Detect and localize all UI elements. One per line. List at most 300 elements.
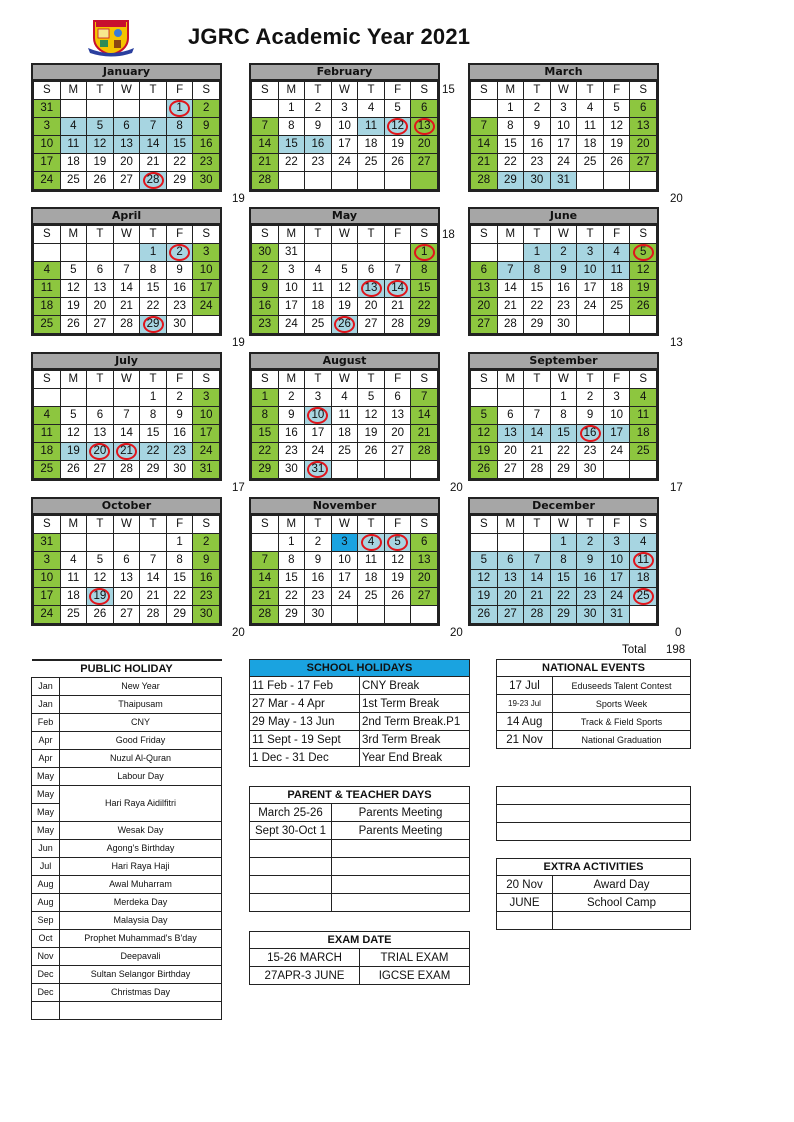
weekday-label: S <box>34 516 61 534</box>
weekday-label: S <box>471 371 498 389</box>
day-number: 11 <box>584 120 596 132</box>
day-cell <box>87 154 114 172</box>
day-number: 9 <box>202 120 210 132</box>
day-number: 7 <box>533 554 541 566</box>
day-cell <box>471 606 498 624</box>
day-cell <box>497 316 524 334</box>
exam-dates: 15-26 MARCH <box>250 949 360 967</box>
day-number: 29 <box>173 174 186 186</box>
holiday-name: Hari Raya Haji <box>60 857 222 875</box>
day-cell <box>497 136 524 154</box>
day-cell <box>497 570 524 588</box>
day-cell <box>193 407 220 425</box>
day-number: 24 <box>557 156 570 168</box>
day-cell <box>166 606 193 624</box>
week-row <box>34 154 220 172</box>
day-number: 27 <box>93 463 107 475</box>
day-number: 12 <box>93 572 107 584</box>
day-cell <box>577 552 604 570</box>
day-cell <box>524 570 551 588</box>
day-number: 15 <box>173 572 186 584</box>
day-number: 2 <box>533 102 541 114</box>
day-number: 28 <box>258 174 272 186</box>
day-cell <box>113 461 140 479</box>
event-name <box>332 840 470 858</box>
day-cell <box>60 280 87 298</box>
day-cell <box>87 280 114 298</box>
day-cell <box>87 118 114 136</box>
day-number: 2 <box>202 536 210 548</box>
weekday-label: S <box>471 226 498 244</box>
day-number: 4 <box>639 536 647 548</box>
day-cell <box>577 588 604 606</box>
day-cell <box>411 280 438 298</box>
circled-day-number: 11 <box>633 552 654 569</box>
day-cell <box>305 570 332 588</box>
holiday-row <box>32 929 222 947</box>
day-cell <box>550 425 577 443</box>
weekday-label: T <box>305 226 332 244</box>
circled-day-number: 12 <box>387 118 408 135</box>
day-cell <box>331 262 358 280</box>
day-number: 18 <box>40 445 54 457</box>
day-number: 2 <box>586 391 594 403</box>
week-row <box>471 588 657 606</box>
weekday-header-row <box>34 371 220 389</box>
day-cell <box>305 262 332 280</box>
day-cell <box>524 552 551 570</box>
day-number: 22 <box>284 156 298 168</box>
day-cell <box>193 244 220 262</box>
day-cell <box>193 534 220 552</box>
day-cell <box>113 316 140 334</box>
week-row <box>34 570 220 588</box>
day-cell <box>34 570 61 588</box>
day-cell <box>166 588 193 606</box>
day-number: 1 <box>149 391 157 403</box>
day-number: 15 <box>146 282 160 294</box>
school-day-count-december: 0 <box>675 627 682 639</box>
day-number: 22 <box>557 590 570 602</box>
day-cell <box>524 136 551 154</box>
day-cell <box>60 552 87 570</box>
weekday-label: S <box>193 516 220 534</box>
day-cell <box>577 425 604 443</box>
day-number: 26 <box>477 463 491 475</box>
day-number: 19 <box>636 282 650 294</box>
empty-day-cell <box>358 172 385 190</box>
day-cell <box>60 262 87 280</box>
day-number: 19 <box>477 445 491 457</box>
day-cell <box>384 443 411 461</box>
day-cell <box>550 570 577 588</box>
circled-day-number: 21 <box>116 443 137 460</box>
day-cell <box>193 425 220 443</box>
day-number: 19 <box>364 427 378 439</box>
week-row <box>34 588 220 606</box>
day-cell <box>140 154 167 172</box>
empty-day-cell <box>252 100 279 118</box>
empty-day-cell <box>140 534 167 552</box>
day-number: 26 <box>477 608 491 620</box>
weekday-label: W <box>550 516 577 534</box>
day-number: 10 <box>40 572 54 584</box>
day-number: 21 <box>503 300 517 312</box>
day-cell <box>630 534 657 552</box>
day-number: 23 <box>199 590 213 602</box>
calendar-august <box>249 352 440 481</box>
day-cell <box>87 136 114 154</box>
school-crest-logo <box>86 18 136 58</box>
day-number: 29 <box>417 318 431 330</box>
day-cell <box>497 606 524 624</box>
holiday-dates: 1 Dec - 31 Dec <box>250 749 360 767</box>
day-cell <box>193 118 220 136</box>
activity-name: Award Day <box>553 876 691 894</box>
day-cell <box>34 443 61 461</box>
day-number: 18 <box>66 590 80 602</box>
holiday-row <box>32 785 222 803</box>
day-cell <box>524 172 551 190</box>
week-row <box>34 552 220 570</box>
weekday-label: W <box>331 82 358 100</box>
day-cell <box>193 172 220 190</box>
day-number: 7 <box>480 120 487 132</box>
day-number: 17 <box>40 156 54 168</box>
day-number: 28 <box>503 318 517 330</box>
day-cell <box>166 570 193 588</box>
holiday-row <box>32 947 222 965</box>
day-cell <box>603 244 630 262</box>
day-cell <box>550 262 577 280</box>
day-cell <box>471 262 498 280</box>
parent-teacher-row <box>250 858 470 876</box>
calendar-march <box>468 63 659 192</box>
day-number: 29 <box>284 608 298 620</box>
day-number: 8 <box>176 120 183 132</box>
day-cell <box>140 570 167 588</box>
exam-dates: 27APR-3 JUNE <box>250 967 360 985</box>
weekday-label: W <box>550 371 577 389</box>
day-cell <box>411 262 438 280</box>
empty-day-cell <box>113 244 140 262</box>
day-cell <box>384 588 411 606</box>
day-number: 11 <box>67 138 80 150</box>
day-number: 11 <box>610 264 623 276</box>
day-number: 30 <box>199 174 213 186</box>
month-header: April <box>33 209 220 225</box>
day-cell <box>113 552 140 570</box>
week-row <box>252 298 438 316</box>
table-title: PUBLIC HOLIDAY <box>32 660 222 677</box>
day-cell <box>252 244 279 262</box>
day-cell <box>630 136 657 154</box>
school-day-count-july: 17 <box>232 482 245 494</box>
day-cell <box>60 588 87 606</box>
day-number: 21 <box>417 427 431 439</box>
day-cell <box>603 425 630 443</box>
school-holiday-row <box>250 749 470 767</box>
day-number: 1 <box>261 391 268 403</box>
day-number: 10 <box>610 409 623 421</box>
day-cell <box>305 588 332 606</box>
day-cell <box>471 570 498 588</box>
day-cell <box>524 100 551 118</box>
day-cell <box>60 425 87 443</box>
weekday-label: W <box>331 371 358 389</box>
day-number: 21 <box>258 590 272 602</box>
day-number: 18 <box>610 282 623 294</box>
holiday-dates: 27 Mar - 4 Apr <box>250 695 360 713</box>
day-number: 9 <box>560 264 567 276</box>
day-number: 22 <box>173 590 186 602</box>
day-number: 15 <box>284 572 298 584</box>
school-day-count-november: 20 <box>450 627 463 639</box>
empty-day-cell <box>471 100 498 118</box>
empty-day-cell <box>603 172 630 190</box>
empty-day-cell <box>358 461 385 479</box>
day-number: 3 <box>43 554 50 566</box>
day-number: 5 <box>70 264 77 276</box>
empty-day-cell <box>305 244 332 262</box>
day-cell <box>278 262 305 280</box>
day-cell <box>252 280 279 298</box>
empty-day-cell <box>60 100 87 118</box>
day-number: 19 <box>477 590 491 602</box>
empty-day-cell <box>358 606 385 624</box>
day-cell <box>471 298 498 316</box>
day-cell <box>411 570 438 588</box>
day-number: 28 <box>530 463 544 475</box>
weekday-label: W <box>113 516 140 534</box>
national-event-row <box>497 731 691 749</box>
day-cell <box>87 407 114 425</box>
day-number: 29 <box>530 318 544 330</box>
day-cell <box>305 461 332 479</box>
day-number: 17 <box>311 427 325 439</box>
day-number: 6 <box>96 264 104 276</box>
day-cell <box>471 407 498 425</box>
day-cell <box>87 425 114 443</box>
school-day-count-october: 20 <box>232 627 245 639</box>
day-number: 24 <box>338 156 351 168</box>
day-number: 5 <box>394 102 401 114</box>
parent-teacher-row <box>250 876 470 894</box>
school-day-count-march: 20 <box>670 193 683 205</box>
day-cell <box>252 461 279 479</box>
activity-name: School Camp <box>553 894 691 912</box>
empty-day-cell <box>87 100 114 118</box>
day-cell <box>497 154 524 172</box>
day-cell <box>384 570 411 588</box>
day-cell <box>252 118 279 136</box>
day-number: 17 <box>199 282 213 294</box>
day-number: 28 <box>477 174 491 186</box>
day-number: 2 <box>176 391 183 403</box>
holiday-name: Year End Break <box>360 749 470 767</box>
day-number: 18 <box>40 300 54 312</box>
day-number: 16 <box>258 300 272 312</box>
day-cell <box>278 606 305 624</box>
weekday-label: T <box>524 371 551 389</box>
day-number: 20 <box>364 300 378 312</box>
day-cell <box>140 588 167 606</box>
empty-day-cell <box>140 100 167 118</box>
day-number: 4 <box>43 409 50 421</box>
week-row <box>471 136 657 154</box>
week-row <box>471 244 657 262</box>
day-number: 6 <box>420 536 428 548</box>
day-cell <box>603 136 630 154</box>
month-header: May <box>251 209 438 225</box>
weekday-label: M <box>497 226 524 244</box>
holiday-month: Apr <box>32 731 60 749</box>
day-number: 5 <box>480 409 487 421</box>
day-cell <box>603 443 630 461</box>
day-cell <box>550 407 577 425</box>
day-cell <box>603 389 630 407</box>
event-name: National Graduation <box>553 731 691 749</box>
day-cell <box>384 425 411 443</box>
week-row <box>34 244 220 262</box>
month-header: October <box>33 499 220 515</box>
circled-day-number: 25 <box>633 588 654 605</box>
day-cell <box>331 552 358 570</box>
day-number: 1 <box>560 536 567 548</box>
day-number: 17 <box>557 138 570 150</box>
event-dates <box>250 894 332 912</box>
day-cell <box>497 588 524 606</box>
day-number: 13 <box>417 554 431 566</box>
day-number: 26 <box>66 463 80 475</box>
week-row <box>34 298 220 316</box>
day-cell <box>603 407 630 425</box>
day-number: 4 <box>367 102 375 114</box>
day-number: 4 <box>586 102 594 114</box>
circled-day-number: 5 <box>387 534 408 551</box>
day-number: 10 <box>557 120 570 132</box>
day-cell <box>550 443 577 461</box>
day-number: 11 <box>365 120 377 132</box>
day-cell <box>140 172 167 190</box>
day-cell <box>140 407 167 425</box>
day-number: 5 <box>367 391 375 403</box>
day-cell <box>603 280 630 298</box>
day-number: 26 <box>93 608 107 620</box>
day-cell <box>34 118 61 136</box>
day-cell <box>577 154 604 172</box>
school-holidays-table <box>249 659 470 767</box>
holiday-month: Apr <box>32 749 60 767</box>
empty-day-cell <box>193 316 220 334</box>
week-row <box>471 298 657 316</box>
day-cell <box>60 407 87 425</box>
holiday-name: Sultan Selangor Birthday <box>60 965 222 983</box>
day-number: 21 <box>146 156 160 168</box>
day-cell <box>577 570 604 588</box>
day-cell <box>193 389 220 407</box>
day-number: 31 <box>284 246 298 258</box>
day-number: 6 <box>394 391 401 403</box>
day-number: 7 <box>420 391 428 403</box>
day-number: 30 <box>173 463 186 475</box>
weekday-label: T <box>358 226 385 244</box>
week-row <box>471 100 657 118</box>
holiday-month: Jan <box>32 677 60 695</box>
day-number: 13 <box>120 138 133 150</box>
day-cell <box>252 552 279 570</box>
day-number: 3 <box>202 391 210 403</box>
day-cell <box>278 552 305 570</box>
day-cell <box>471 443 498 461</box>
month-header: January <box>33 65 220 81</box>
day-number: 24 <box>610 445 623 457</box>
day-number: 25 <box>66 608 80 620</box>
day-number: 14 <box>120 427 133 439</box>
empty-day-cell <box>471 244 498 262</box>
week-row <box>471 443 657 461</box>
week-row <box>252 389 438 407</box>
day-cell <box>550 588 577 606</box>
day-cell <box>193 136 220 154</box>
holiday-month: May <box>32 803 60 821</box>
day-cell <box>140 136 167 154</box>
weekday-label: F <box>384 516 411 534</box>
day-number: 23 <box>284 445 298 457</box>
day-cell <box>411 443 438 461</box>
day-number: 25 <box>40 463 54 475</box>
day-cell <box>60 316 87 334</box>
circled-day-number: 29 <box>143 316 164 333</box>
weekday-label: F <box>603 82 630 100</box>
day-cell <box>331 588 358 606</box>
day-cell <box>113 136 140 154</box>
weekday-label: F <box>166 82 193 100</box>
month-header: March <box>470 65 657 81</box>
day-number: 26 <box>66 318 80 330</box>
circled-day-number: 31 <box>307 461 328 478</box>
weekday-label: W <box>113 226 140 244</box>
weekday-header-row <box>471 226 657 244</box>
weekday-label: T <box>140 82 167 100</box>
day-number: 27 <box>636 156 650 168</box>
day-number: 30 <box>258 246 272 258</box>
day-cell <box>140 118 167 136</box>
day-cell <box>166 316 193 334</box>
week-row <box>471 316 657 334</box>
day-number: 17 <box>284 300 298 312</box>
circled-day-number: 2 <box>169 244 190 261</box>
day-cell <box>113 606 140 624</box>
day-cell <box>305 552 332 570</box>
week-row <box>471 461 657 479</box>
weekday-label: S <box>193 82 220 100</box>
day-number: 18 <box>338 427 351 439</box>
day-cell <box>278 425 305 443</box>
day-number: 17 <box>610 427 623 439</box>
day-cell <box>630 588 657 606</box>
day-number: 25 <box>583 156 597 168</box>
week-row <box>34 100 220 118</box>
day-cell <box>577 100 604 118</box>
day-cell <box>358 100 385 118</box>
holiday-month: May <box>32 785 60 803</box>
day-cell <box>550 118 577 136</box>
day-cell <box>193 154 220 172</box>
day-cell <box>140 461 167 479</box>
weekday-label: S <box>193 226 220 244</box>
day-cell <box>358 443 385 461</box>
